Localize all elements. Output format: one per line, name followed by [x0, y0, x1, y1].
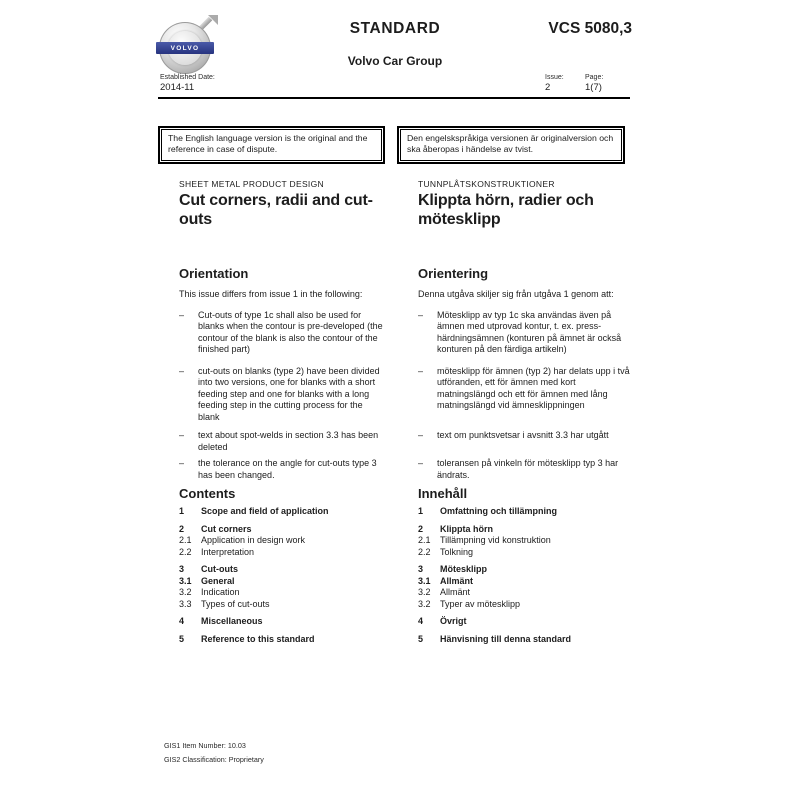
toc-row [397, 599, 632, 611]
orientation-bullet-en [158, 458, 385, 481]
toc-number: 4 [179, 616, 185, 626]
issue-value: 2 [545, 82, 551, 93]
toc-row [397, 564, 632, 576]
toc-title: Miscellaneous [201, 616, 263, 626]
orientation-bullet-en [158, 430, 385, 453]
bullet-dash-icon: – [418, 309, 424, 320]
toc-title: Reference to this standard [201, 633, 315, 644]
page-label: Page: [585, 74, 604, 81]
doc-number: VCS 5080,3 [548, 20, 632, 37]
toc-row [397, 547, 632, 559]
toc-title: Klippta hörn [440, 523, 493, 534]
bullet-dash-icon: – [179, 458, 185, 468]
toc-title: Övrigt [440, 616, 467, 626]
volvo-wordmark: VOLVO [170, 44, 200, 52]
bullet-text: mötesklipp för ämnen (typ 2) har delats upp i två utföranden, ett för ämnen med kort matningslängd och ett för ämnen med lång matningslängd vid ämnesklippningen [437, 365, 630, 410]
gis1-item-number: GIS1 Item Number: 10.03 [164, 741, 246, 750]
toc-title: Scope and field of application [201, 506, 329, 516]
header-divider [158, 97, 630, 99]
toc-number: 3.2 [179, 587, 192, 597]
toc-title: Interpretation [201, 546, 255, 557]
toc-row [397, 506, 632, 518]
toc-title: Types of cut-outs [201, 598, 270, 609]
established-date-label: Established Date: [160, 74, 215, 81]
toc-row [158, 599, 385, 611]
established-date-value: 2014-11 [160, 82, 195, 93]
orientation-bullet-sv [397, 430, 632, 453]
toc-number: 5 [179, 633, 185, 644]
bullet-text: toleransen på vinkeln för mötesklipp typ 3 har ändrats. [437, 458, 619, 480]
orientation-bullet-sv [397, 458, 632, 481]
toc-number: 1 [418, 506, 424, 516]
toc-number: 2.2 [418, 546, 431, 557]
bullet-text: Mötesklipp av typ 1c ska användas även på ämnen med utprovad kontur, t. ex. press-härdningsämnen (konturen på ämnet är också konturen på den färdiga artikeln) [437, 309, 622, 354]
toc-title: Allmänt [440, 587, 471, 597]
toc-row [158, 547, 385, 559]
toc-number: 3 [418, 564, 424, 574]
toc-row [158, 524, 385, 536]
bullet-dash-icon: – [418, 458, 424, 468]
doc-header [158, 13, 632, 103]
orientation-intro-sv: Denna utgåva skiljer sig från utgåva 1 genom att: [418, 289, 614, 299]
company-name: Volvo Car Group [347, 54, 443, 68]
toc-number: 4 [418, 616, 424, 626]
toc-number: 3 [179, 564, 185, 574]
toc-title: Indication [201, 587, 240, 597]
toc-number: 3.1 [179, 575, 192, 586]
bullet-dash-icon: – [179, 430, 185, 440]
toc-row [158, 616, 385, 628]
toc-row [397, 634, 632, 646]
toc-number: 3.3 [179, 598, 192, 609]
subject-category-en: SHEET METAL PRODUCT DESIGN [179, 179, 324, 189]
orientation-heading-en: Orientation [179, 266, 249, 281]
toc-title: Application in design work [201, 535, 306, 545]
language-notice-box-sv [397, 126, 625, 164]
bullet-dash-icon: – [418, 430, 424, 440]
doc-footer [164, 739, 264, 766]
orientation-bullet-en [158, 310, 385, 356]
toc-title: Cut corners [201, 523, 252, 534]
toc-number: 3.2 [418, 587, 431, 597]
doc-type-title: STANDARD [349, 20, 441, 37]
subject-title-sv: Klippta hörn, radier och mötesklipp [418, 192, 594, 228]
toc-row [158, 576, 385, 588]
toc-title: Hänvisning till denna standard [440, 633, 572, 644]
contents-heading-en: Contents [179, 486, 236, 501]
toc-title: Allmänt [440, 575, 474, 586]
toc-row [158, 634, 385, 646]
contents-heading-sv: Innehåll [418, 486, 468, 501]
toc-row [158, 587, 385, 599]
toc-title: Typer av mötesklipp [440, 598, 521, 609]
toc-row [158, 535, 385, 547]
toc-row [397, 576, 632, 588]
established-date-block [160, 74, 215, 93]
subject-title-en: Cut corners, radii and cut-outs [179, 192, 373, 228]
toc-title: Omfattning och tillämpning [440, 506, 557, 516]
toc-number: 2 [179, 523, 185, 534]
toc-title: Tolkning [440, 546, 474, 557]
issue-block [545, 74, 564, 93]
bullet-text: the tolerance on the angle for cut-outs type 3 has been changed. [198, 458, 377, 480]
language-notice-text-sv: Den engelskspråkiga versionen är originalversion och ska åberopas i händelse av tvist. [400, 129, 622, 161]
toc-title: Cut-outs [201, 564, 238, 574]
bullet-dash-icon: – [418, 365, 424, 376]
bullet-text: text about spot-welds in section 3.3 has been deleted [198, 430, 379, 452]
language-notice-box-en [158, 126, 385, 164]
bullet-dash-icon: – [179, 365, 185, 376]
toc-number: 5 [418, 633, 424, 644]
subject-category-sv: TUNNPLÅTSKONSTRUKTIONER [418, 179, 555, 189]
toc-number: 1 [179, 506, 185, 516]
bullet-dash-icon: – [179, 309, 185, 320]
language-notice-text-en: The English language version is the original and the reference in case of dispute. [161, 129, 382, 161]
toc-row [397, 535, 632, 547]
volvo-wordmark-band [156, 42, 214, 54]
orientation-bullet-sv [397, 366, 632, 424]
orientation-bullet-sv [397, 310, 632, 356]
page-value: 1(7) [585, 82, 602, 93]
toc-row [397, 524, 632, 536]
toc-number: 2.2 [179, 546, 192, 557]
toc-title: Tillämpning vid konstruktion [440, 535, 551, 545]
orientation-heading-sv: Orientering [418, 266, 489, 281]
orientation-bullet-en [158, 366, 385, 424]
issue-label: Issue: [545, 74, 564, 81]
toc-number: 2.1 [418, 535, 431, 545]
page-block [585, 74, 603, 93]
toc-row [397, 587, 632, 599]
toc-number: 2 [418, 523, 424, 534]
bullet-text: Cut-outs of type 1c shall also be used for blanks when the contour is pre-developed (the contour of the blank is also the contour of the finished part) [198, 309, 383, 354]
toc-row [397, 616, 632, 628]
toc-row [158, 564, 385, 576]
toc-number: 2.1 [179, 535, 192, 545]
bullet-text: cut-outs on blanks (type 2) have been divided into two versions, one for blanks with a short feeding step and one for blanks with a long feeding step in the cutting process for the blank [198, 365, 380, 422]
gis2-classification: GIS2 Classification: Proprietary [164, 754, 264, 764]
two-column-body [158, 126, 632, 645]
toc-number: 3.1 [418, 575, 431, 586]
toc-title: Mötesklipp [440, 564, 488, 574]
toc-number: 3.2 [418, 598, 431, 609]
bullet-text: text om punktsvetsar i avsnitt 3.3 har utgått [437, 430, 609, 440]
orientation-intro-en: This issue differs from issue 1 in the following: [179, 289, 363, 299]
toc-row [158, 506, 385, 518]
toc-title: General [201, 575, 235, 586]
